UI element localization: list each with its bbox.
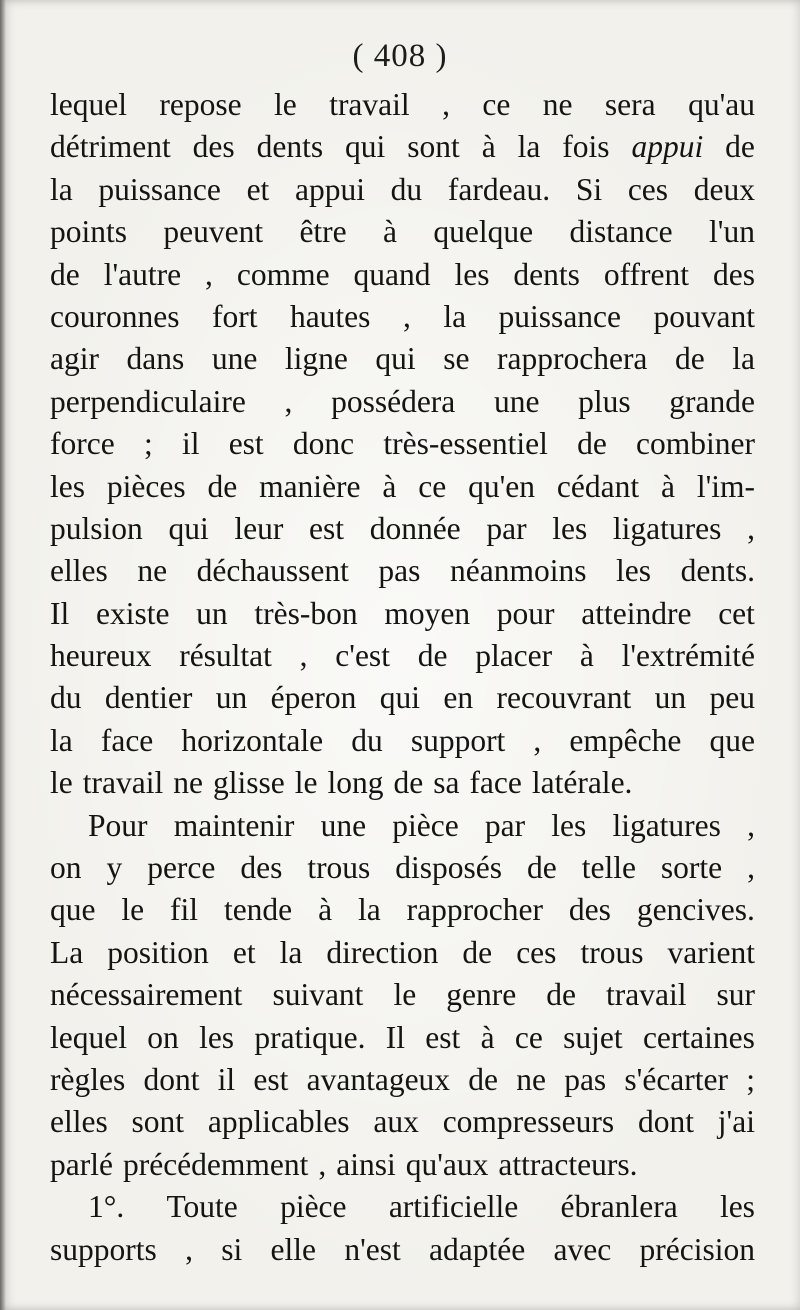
page-gutter-shadow — [0, 0, 6, 1310]
text-line: elles sont applicables aux compresseurs dont j'ai — [50, 1104, 755, 1140]
text-line: points peuvent être à quelque distance l'un — [50, 214, 755, 250]
text-line: couronnes fort hautes , la puissance pouvant — [50, 298, 755, 334]
text-line: La position et la direction de ces trous varient — [50, 934, 755, 970]
text-line: on y perce des trous disposés de telle sorte , — [50, 850, 755, 886]
text-line: supports , si elle n'est adaptée avec précision — [50, 1231, 755, 1267]
text-line: de l'autre , comme quand les dents offrent des — [50, 256, 755, 292]
body-text — [50, 84, 755, 1271]
page-number: ( 408 ) — [352, 38, 448, 74]
text-line: perpendiculaire , possédera une plus grande — [50, 383, 755, 419]
text-line: lequel repose le travail , ce ne sera qu'au — [50, 87, 755, 122]
text-line: lequel on les pratique. Il est à ce sujet certaines — [50, 1019, 755, 1055]
text-line: Pour maintenir une pièce par les ligatures , — [88, 807, 755, 843]
text-line: heureux résultat , c'est de placer à l'extrémité — [50, 638, 755, 674]
text-line: le travail ne glisse le long de sa face latérale. — [50, 765, 633, 801]
text-line: 1°. Toute pièce artificielle ébranlera les — [88, 1189, 755, 1225]
text-line: détriment des dents qui sont à la fois appui de — [50, 129, 755, 165]
text-line: agir dans une ligne qui se rapprochera de la — [50, 341, 755, 377]
text-line: parlé précédemment , ainsi qu'aux attracteurs. — [50, 1146, 638, 1182]
text-line: la face horizontale du support , empêche que — [50, 722, 755, 758]
text-line: règles dont il est avantageux de ne pas s'écarter ; — [50, 1061, 755, 1097]
text-line: elles ne déchaussent pas néanmoins les dents. — [50, 553, 755, 589]
text-line: pulsion qui leur est donnée par les ligatures , — [50, 510, 755, 546]
text-line: force ; il est donc très-essentiel de combiner — [50, 426, 755, 462]
text-line: nécessairement suivant le genre de travail sur — [50, 977, 755, 1013]
text-line: les pièces de manière à ce qu'en cédant à l'im- — [50, 468, 755, 504]
text-line: la puissance et appui du fardeau. Si ces deux — [50, 171, 755, 207]
text-line: du dentier un éperon qui en recouvrant un peu — [50, 680, 755, 716]
text-line: que le fil tende à la rapprocher des gencives. — [50, 892, 755, 928]
text-line: Il existe un très-bon moyen pour atteindre cet — [50, 595, 755, 631]
